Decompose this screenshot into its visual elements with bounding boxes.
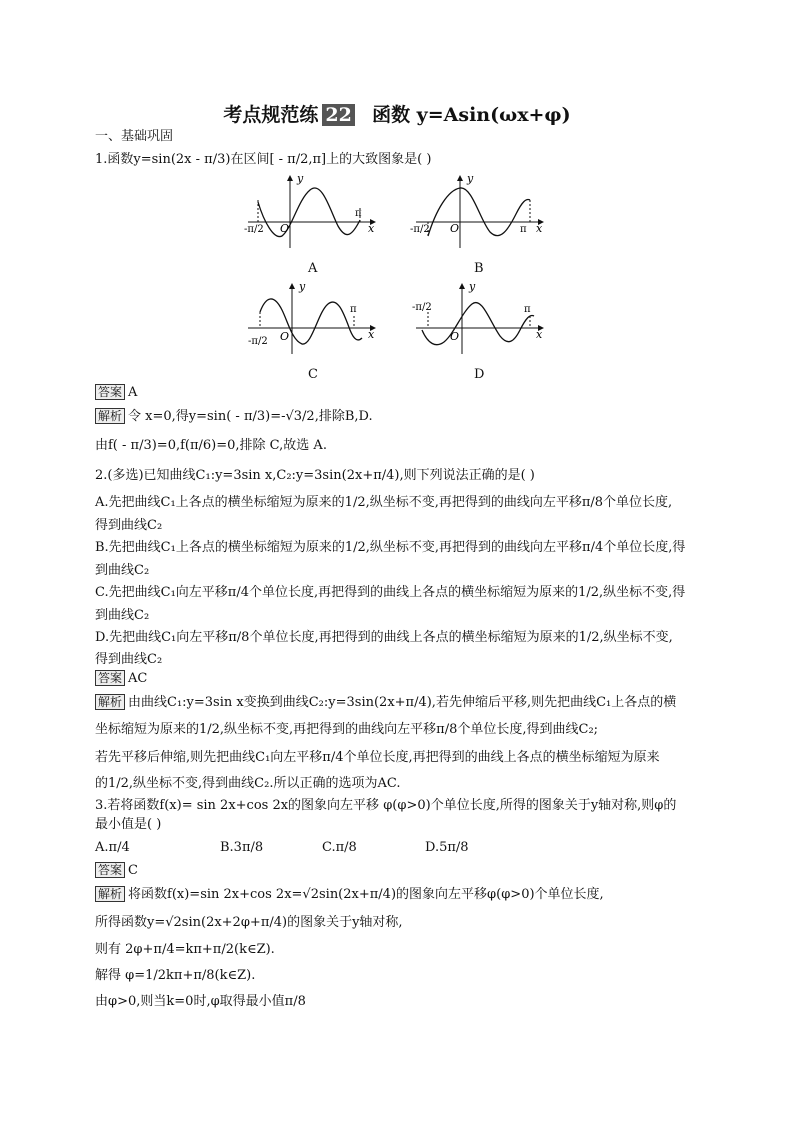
graph-a-pi: π — [355, 208, 362, 219]
title-number: 22 — [322, 104, 354, 126]
section-heading: 一、基础巩固 — [95, 129, 174, 144]
analysis-tag: 解析 — [95, 694, 125, 710]
q2-option-c: C.先把曲线C₁向左平移π/4个单位长度,再把得到的曲线上各点的横坐标缩短为原来的1/2,纵坐标不变,得 — [95, 585, 686, 600]
q3-answer-value: C — [128, 863, 138, 878]
q1-answer — [95, 384, 137, 401]
q2-answer — [95, 670, 147, 687]
graph-d — [412, 280, 543, 354]
q2-option-d-cont: 得到曲线C₂ — [95, 652, 163, 667]
q3-option-a: A.π/4 — [95, 840, 130, 855]
title-suffix: 函数 y=Asin(ωx+φ) — [372, 104, 571, 126]
q3-answer — [95, 862, 138, 879]
graph-c — [248, 280, 375, 354]
q2-option-b: B.先把曲线C₁上各点的横坐标缩短为原来的1/2,纵坐标不变,再把得到的曲线向左平移π/4个单位长度,得 — [95, 540, 686, 555]
graph-a — [244, 172, 375, 248]
graph-c-x-label: x — [368, 328, 375, 341]
graph-a-x-label: x — [368, 222, 375, 235]
q3-analysis-1 — [95, 886, 604, 903]
graph-d-neg-half-pi: -π/2 — [412, 302, 432, 313]
q1-analysis-2: 由f( - π/3)=0,f(π/6)=0,排除 C,故选 A. — [95, 438, 327, 453]
graph-a-y-label: y — [297, 172, 304, 185]
q2-answer-value: AC — [128, 671, 148, 686]
page-title — [0, 100, 794, 127]
analysis-tag: 解析 — [95, 886, 125, 902]
q2-analysis-4: 的1/2,纵坐标不变,得到曲线C₂.所以正确的选项为AC. — [95, 776, 401, 791]
q1-analysis-line: 令 x=0,得y=sin( - π/3)=-√3/2,排除B,D. — [128, 409, 373, 424]
q2-analysis-3: 若先平移后伸缩,则先把曲线C₁向左平移π/4个单位长度,再把得到的曲线上各点的横坐标缩短为原来 — [95, 750, 660, 765]
graph-d-x-label: x — [536, 328, 543, 341]
graph-c-pi: π — [350, 304, 357, 315]
q2-option-a-cont: 得到曲线C₂ — [95, 518, 163, 533]
answer-tag: 答案 — [95, 862, 125, 878]
q3-analysis-2: 所得函数y=√2sin(2x+2φ+π/4)的图象关于y轴对称, — [95, 915, 403, 930]
q1-analysis-1 — [95, 408, 373, 425]
graph-c-y-label: y — [299, 280, 306, 293]
q1-answer-value: A — [128, 385, 138, 400]
graph-b-origin: O — [450, 222, 460, 235]
graph-a-neg-half-pi: -π/2 — [244, 224, 264, 235]
q2-stem: 2.(多选)已知曲线C₁:y=3sin x,C₂:y=3sin(2x+π/4),则下列说法正确的是( ) — [95, 468, 535, 483]
q3-stem-1: 3.若将函数f(x)= sin 2x+cos 2x的图象向左平移 φ(φ>0)个单位长度,所得的图象关于y轴对称,则φ的 — [95, 798, 677, 813]
graph-b-y-label: y — [467, 172, 474, 185]
q3-analysis-4: 解得 φ=1/2kπ+π/8(k∈Z). — [95, 968, 256, 983]
q3-option-b: B.3π/8 — [220, 840, 264, 855]
graph-label-a: A — [308, 261, 318, 276]
q2-analysis-line: 由曲线C₁:y=3sin x变换到曲线C₂:y=3sin(2x+π/4),若先伸缩后平移,则先把曲线C₁上各点的横 — [128, 695, 677, 710]
analysis-tag: 解析 — [95, 408, 125, 424]
answer-tag: 答案 — [95, 384, 125, 400]
graph-b — [410, 172, 543, 248]
graph-b-neg-half-pi: -π/2 — [410, 224, 430, 235]
q3-option-c: C.π/8 — [322, 840, 357, 855]
graph-a-origin: O — [280, 222, 290, 235]
graph-b-x-label: x — [536, 222, 543, 235]
graph-label-b: B — [474, 261, 484, 276]
q2-option-d: D.先把曲线C₁向左平移π/8个单位长度,再把得到的曲线上各点的横坐标缩短为原来的1/2,纵坐标不变, — [95, 630, 673, 645]
q3-stem-2: 最小值是( ) — [95, 817, 162, 832]
answer-tag: 答案 — [95, 670, 125, 686]
q2-analysis-1 — [95, 694, 676, 711]
q2-analysis-2: 坐标缩短为原来的1/2,纵坐标不变,再把得到的曲线向左平移π/8个单位长度,得到曲线C₂; — [95, 722, 599, 737]
q3-analysis-line: 将函数f(x)=sin 2x+cos 2x=√2sin(2x+π/4)的图象向左平移φ(φ>0)个单位长度, — [128, 887, 604, 902]
graph-label-c: C — [308, 367, 318, 382]
graph-d-y-label: y — [469, 280, 476, 293]
graph-label-d: D — [474, 367, 485, 382]
graph-b-pi: π — [520, 224, 527, 235]
q3-analysis-5: 由φ>0,则当k=0时,φ取得最小值π/8 — [95, 994, 306, 1009]
graph-d-pi: π — [524, 304, 531, 315]
title-prefix: 考点规范练 — [223, 104, 319, 126]
graph-d-origin: O — [450, 330, 460, 343]
graph-c-neg-half-pi: -π/2 — [248, 336, 268, 347]
q3-analysis-3: 则有 2φ+π/4=kπ+π/2(k∈Z). — [95, 942, 275, 957]
q3-option-d: D.5π/8 — [425, 840, 469, 855]
graph-c-origin: O — [280, 330, 290, 343]
q2-option-a: A.先把曲线C₁上各点的横坐标缩短为原来的1/2,纵坐标不变,再把得到的曲线向左平移π/8个单位长度, — [95, 495, 673, 510]
q2-option-b-cont: 到曲线C₂ — [95, 563, 150, 578]
q2-option-c-cont: 到曲线C₂ — [95, 608, 150, 623]
q1-stem: 1.函数y=sin(2x - π/3)在区间[ - π/2,π]上的大致图象是( ) — [95, 152, 432, 167]
q1-graphs — [240, 170, 560, 385]
